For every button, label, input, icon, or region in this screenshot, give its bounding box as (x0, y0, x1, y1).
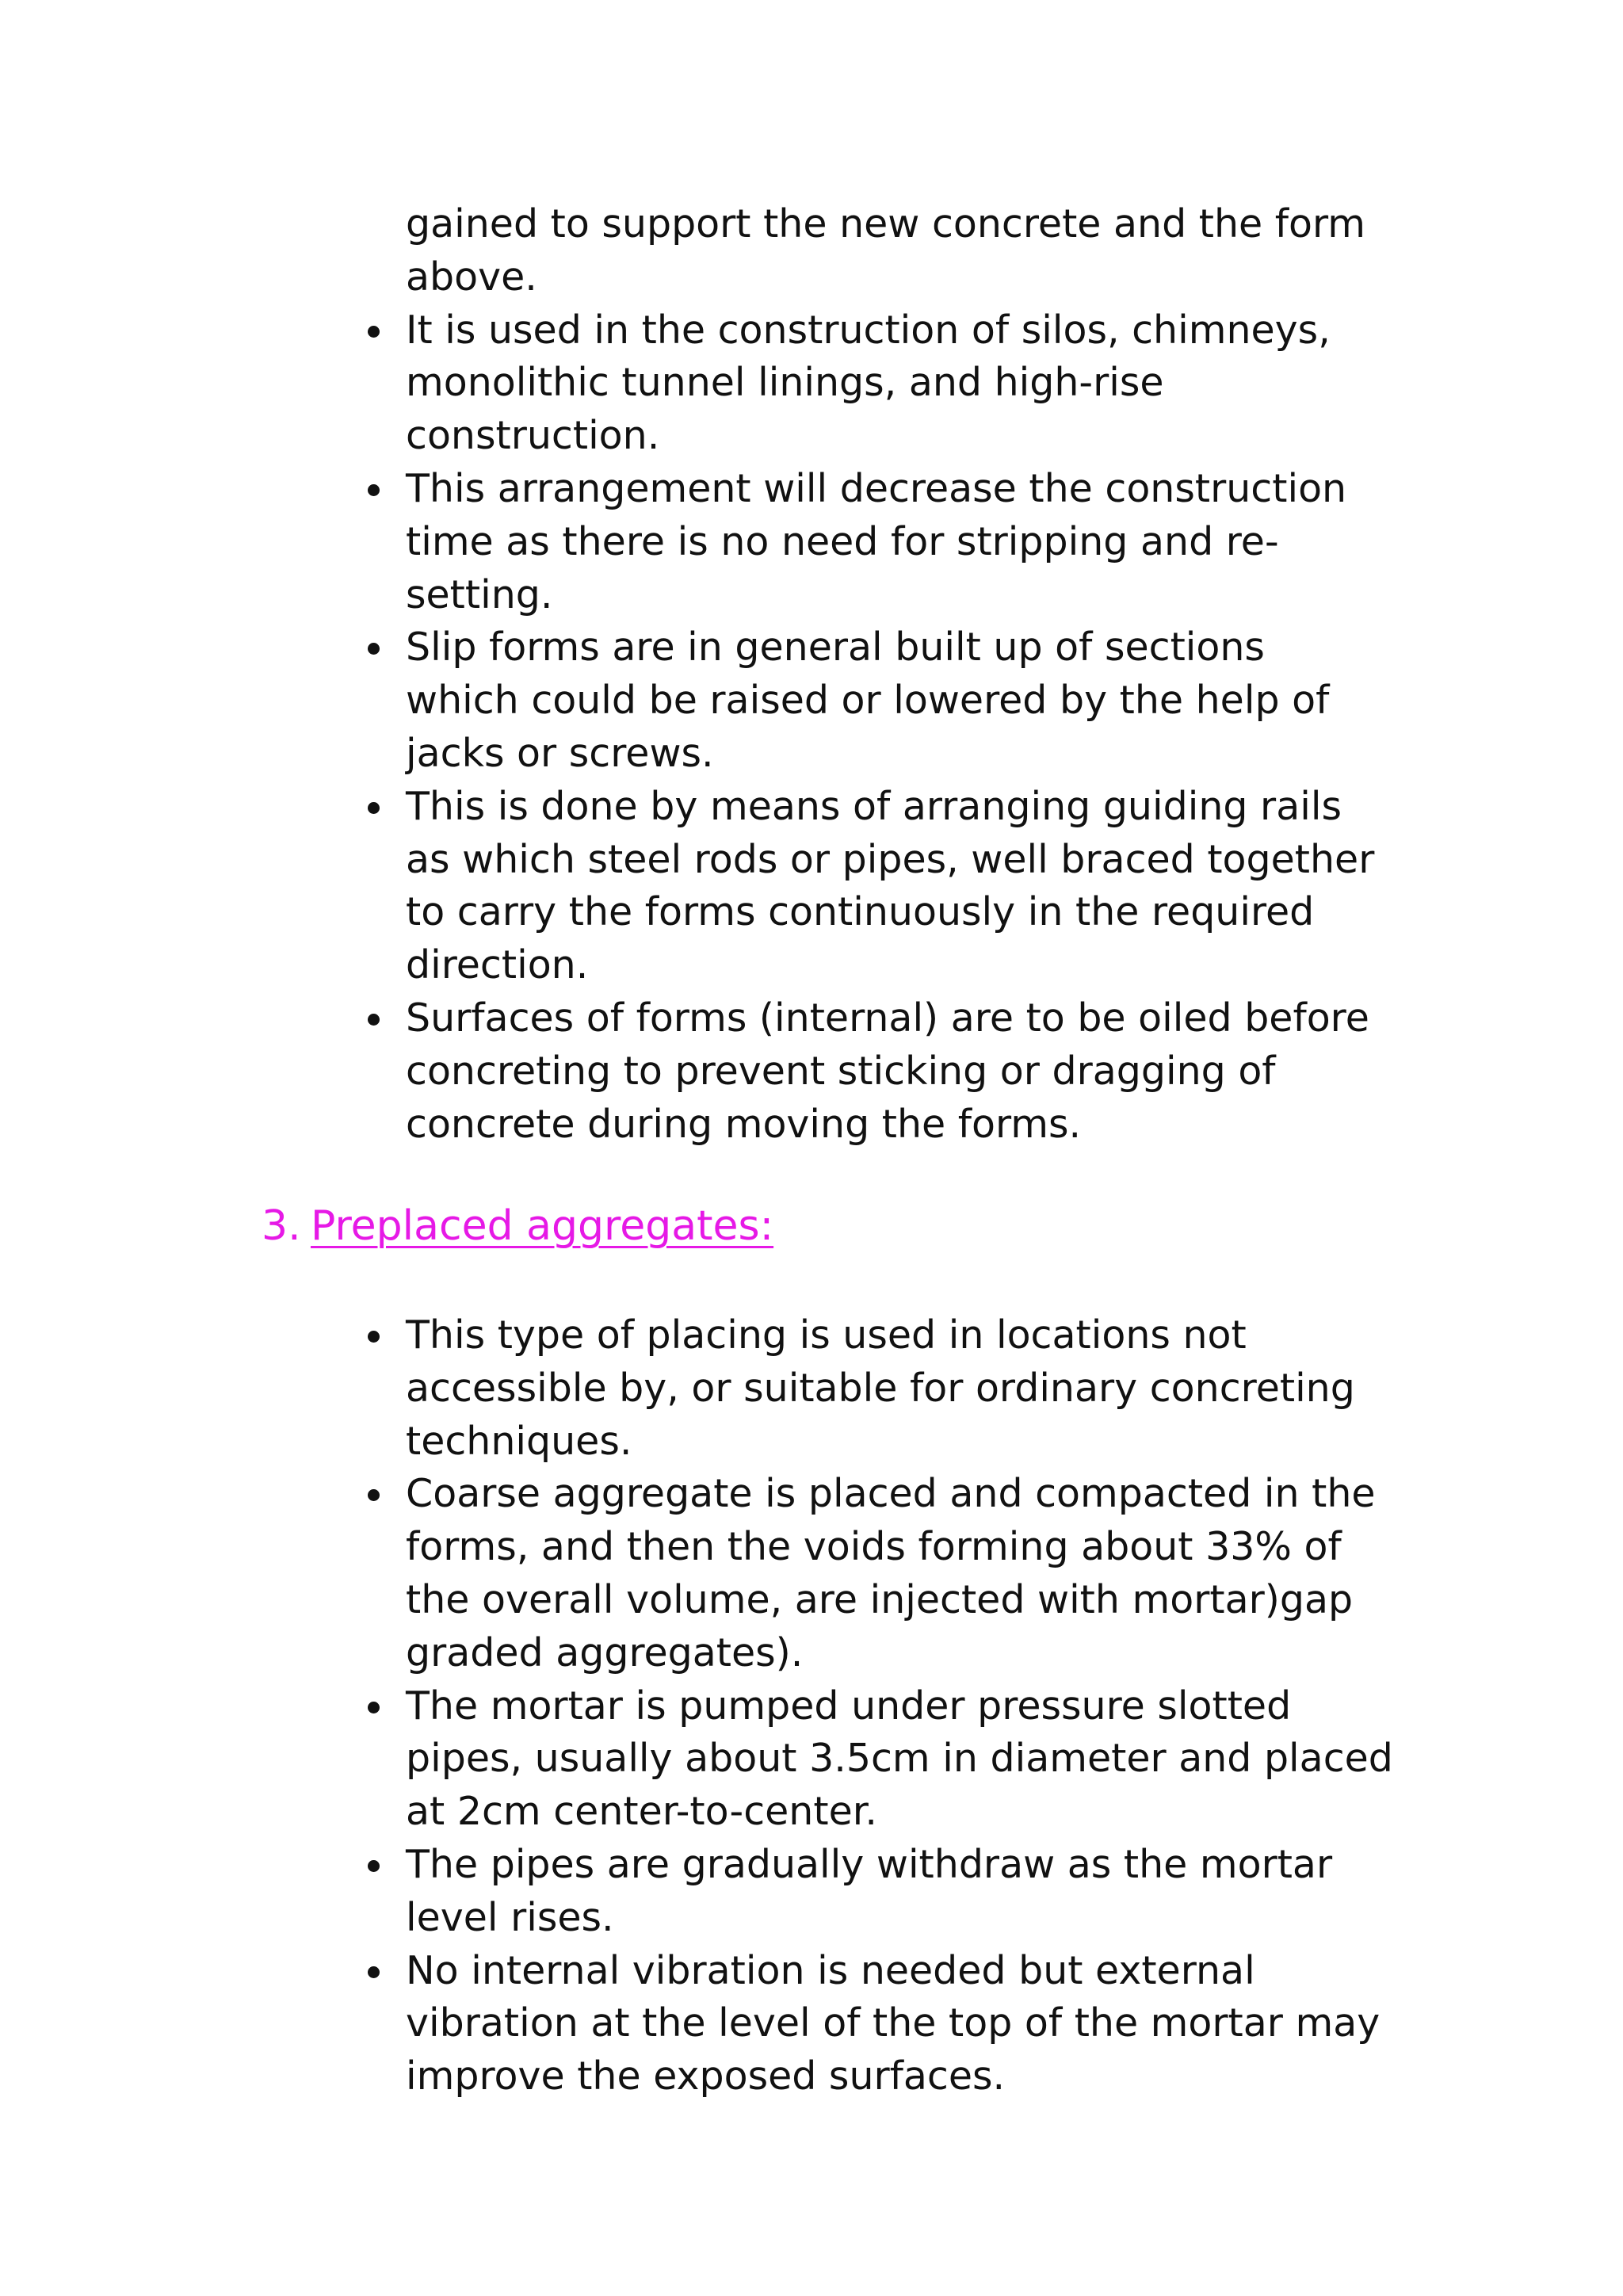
list-item-line: accessible by, or suitable for ordinary concreting (406, 1365, 1355, 1411)
list-item-line: This arrangement will decrease the construction (406, 465, 1347, 511)
bullet-icon (368, 1966, 380, 1978)
list-item-line: as which steel rods or pipes, well braced together (406, 836, 1375, 882)
list-item (406, 1468, 1412, 1679)
list-item-line: This type of placing is used in locations not (406, 1312, 1247, 1358)
list-item-line: Surfaces of forms (internal) are to be oiled before (406, 995, 1369, 1041)
list-item-line: which could be raised or lowered by the help of (406, 678, 1330, 724)
bullet-icon (368, 1489, 380, 1501)
list-item-line: Slip forms are in general built up of sections (406, 625, 1265, 670)
bullet-icon (368, 643, 380, 655)
preplaced-aggregates-bullet-list (406, 1309, 1412, 2103)
continued-paragraph (406, 198, 1412, 304)
bullet-icon (368, 326, 380, 338)
list-item-line: construction. (406, 413, 660, 459)
bullet-icon (368, 1860, 380, 1872)
section-heading (262, 1198, 773, 1254)
list-item-line: concreting to prevent sticking or dragging of (406, 1048, 1276, 1094)
list-item-line: jacks or screws. (406, 730, 714, 776)
list-item-line: setting. (406, 571, 553, 617)
bullet-icon (368, 1702, 380, 1713)
slip-form-bullet-list (406, 304, 1412, 1152)
bullet-icon (368, 1014, 380, 1026)
list-item-line: concrete during moving the forms. (406, 1101, 1082, 1147)
preplaced-aggregates-text-block (406, 1309, 1412, 2103)
slip-form-text-block (406, 198, 1412, 1151)
list-item-line: techniques. (406, 1418, 632, 1464)
list-item-line: direction. (406, 942, 589, 988)
list-item-line: at 2cm center-to-center. (406, 1789, 877, 1835)
list-item (406, 1309, 1412, 1468)
list-item-line: The pipes are gradually withdraw as the mortar (406, 1841, 1333, 1887)
list-item-line: the overall volume, are injected with mortar)gap (406, 1576, 1354, 1622)
list-item-line: No internal vibration is needed but external (406, 1947, 1255, 1993)
list-item-line: level rises. (406, 1894, 614, 1940)
list-item-line: The mortar is pumped under pressure slotted (406, 1683, 1292, 1729)
list-item (406, 1945, 1412, 2103)
bullet-icon (368, 1331, 380, 1343)
list-item-line: time as there is no need for stripping and re- (406, 518, 1279, 564)
list-item-line: to carry the forms continuously in the required (406, 889, 1315, 935)
list-item (406, 1839, 1412, 1945)
bullet-icon (368, 484, 380, 496)
list-item (406, 1680, 1412, 1839)
list-item-line: It is used in the construction of silos, chimneys, (406, 307, 1331, 353)
bullet-icon (368, 802, 380, 814)
list-item-line: monolithic tunnel linings, and high-rise (406, 360, 1164, 406)
list-item (406, 992, 1412, 1151)
list-item-line: This is done by means of arranging guiding rails (406, 783, 1342, 829)
list-item-line: improve the exposed surfaces. (406, 2053, 1006, 2099)
list-item (406, 304, 1412, 463)
list-item-line: forms, and then the voids forming about 33% of (406, 1524, 1342, 1570)
list-item (406, 781, 1412, 992)
list-item-line: pipes, usually about 3.5cm in diameter and placed (406, 1736, 1393, 1782)
section-number: 3. (262, 1202, 301, 1250)
list-item (406, 463, 1412, 621)
paragraph-line: above. (406, 254, 537, 300)
section-title: Preplaced aggregates: (311, 1202, 774, 1250)
list-item (406, 621, 1412, 780)
list-item-line: vibration at the level of the top of the mortar may (406, 2000, 1381, 2046)
list-item-line: graded aggregates). (406, 1629, 804, 1675)
list-item-line: Coarse aggregate is placed and compacted in the (406, 1471, 1376, 1517)
paragraph-line: gained to support the new concrete and the form (406, 201, 1366, 246)
